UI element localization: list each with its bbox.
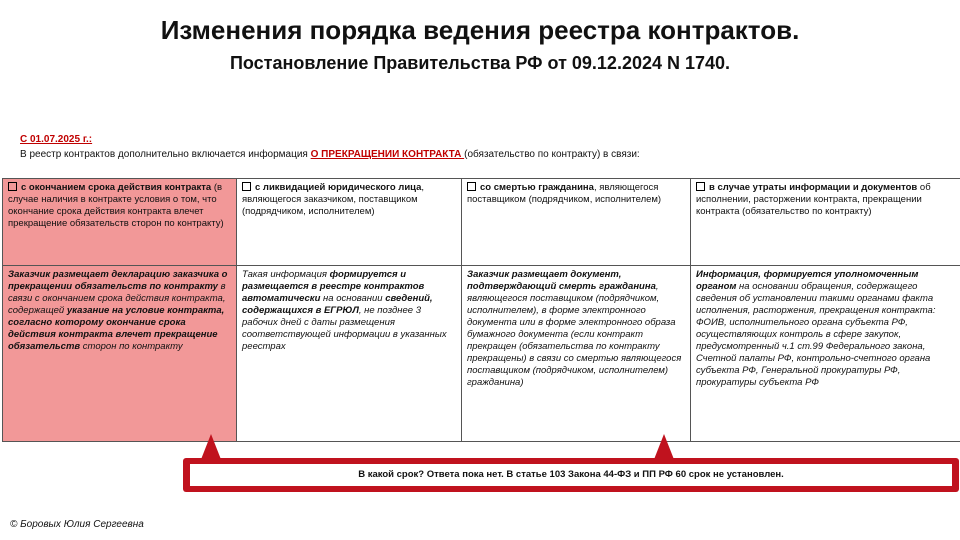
intro-text-before: В реестр контрактов дополнительно включается информация xyxy=(20,149,311,160)
procedure-text: , не позднее 3 рабочих дней с даты размещения соответствующей информации в указанных реестрах xyxy=(242,305,447,352)
reasons-table xyxy=(2,178,960,442)
reason-cell-death xyxy=(462,179,691,266)
copyright-footer: © Боровых Юлия Сергеевна xyxy=(10,519,144,530)
reason-bold: с ликвидацией юридического лица xyxy=(255,182,422,193)
effective-date: С 01.07.2025 г.: xyxy=(20,134,93,145)
procedure-text: , являющегося поставщиком (подрядчиком, исполнителем), в форме электронного документа или в форме электронного образа бумажного документа (если контракт прекращен (обязательства по контракту прекращены) в связи со смертью являющегося поставщиком (подрядчиком, исполнителем) гражданина) xyxy=(467,281,682,388)
reason-cell-liquidation xyxy=(237,179,462,266)
page-title: Изменения порядка ведения реестра контрактов. xyxy=(160,15,800,45)
procedure-bold: указание на условие контракта, согласно которому окончание срока действия контракта влечет прекращение обязательств xyxy=(8,305,225,352)
reason-cell-expiry xyxy=(3,179,237,266)
procedure-bold: сведений, содержащихся в ЕГРЮЛ xyxy=(242,293,433,316)
intro-text xyxy=(20,148,640,161)
reason-cell-loss xyxy=(691,179,960,266)
procedure-cell-death xyxy=(462,266,691,442)
callout-text: В какой срок? Ответа пока нет. В статье 103 Закона 44-ФЗ и ПП РФ 60 срок не установлен. xyxy=(190,464,952,486)
page-subtitle: Постановление Правительства РФ от 09.12.2024 N 1740. xyxy=(229,53,731,73)
checkbox-icon xyxy=(8,182,17,191)
reason-text: , являющегося заказчиком, поставщиком (подрядчиком, исполнителем) xyxy=(242,182,425,217)
reason-text: об исполнении, расторжении контракта, прекращении контракта (обязательство по контракту) xyxy=(696,182,931,217)
procedure-bold: Заказчик размещает документ, подтверждающий смерть гражданина xyxy=(467,269,656,292)
procedure-bold: Заказчик размещает декларацию заказчика о прекращении обязательств по контракту xyxy=(8,269,228,292)
procedure-cell-liquidation xyxy=(237,266,462,442)
reason-text: (в случае наличия в контракте условия о том, что окончание срока действия контракта влечет прекращение обязательств сторон по контракту) xyxy=(8,182,224,229)
procedure-text: сторон по контракту xyxy=(80,341,183,352)
procedure-text: Такая информация xyxy=(242,269,330,280)
checkbox-icon xyxy=(242,182,251,191)
procedure-text: на основании xyxy=(320,293,386,304)
reason-bold: в случае утраты информации и документов xyxy=(709,182,918,193)
checkbox-icon xyxy=(696,182,705,191)
checkbox-icon xyxy=(467,182,476,191)
procedure-cell-expiry xyxy=(3,266,237,442)
procedure-text: на основании обращения, содержащего сведения об установлении такими органами факта исполнения, расторжения, прекращения контракта: xyxy=(696,281,936,316)
intro-highlight: О ПРЕКРАЩЕНИИ КОНТРАКТА xyxy=(310,149,465,160)
reason-text: , являющегося поставщиком (подрядчиком, исполнителем) xyxy=(467,182,662,205)
procedure-bold: Информация, формируется уполномоченным органом xyxy=(696,269,919,292)
procedure-text: ФОИВ, исполнительного органа субъекта РФ, осуществляющих контроль в сфере закупок, предусмотренный ч.1 ст.99 Федерального закона, Счетной палаты РФ, контрольно-счетного органа субъекта РФ, Генеральной прокуратуры РФ, прокуратуры субъекта РФ xyxy=(696,317,931,388)
intro-text-after: (обязательство по контракту) в связи: xyxy=(464,149,640,160)
procedure-text: в связи с окончанием срока действия контракта, содержащей xyxy=(8,281,226,316)
reason-bold: со смертью гражданина xyxy=(480,182,594,193)
reason-bold: с окончанием срока действия контракта xyxy=(21,182,212,193)
procedure-bold: формируется и размещается в реестре контрактов автоматически xyxy=(242,269,425,304)
procedure-cell-loss xyxy=(691,266,960,442)
